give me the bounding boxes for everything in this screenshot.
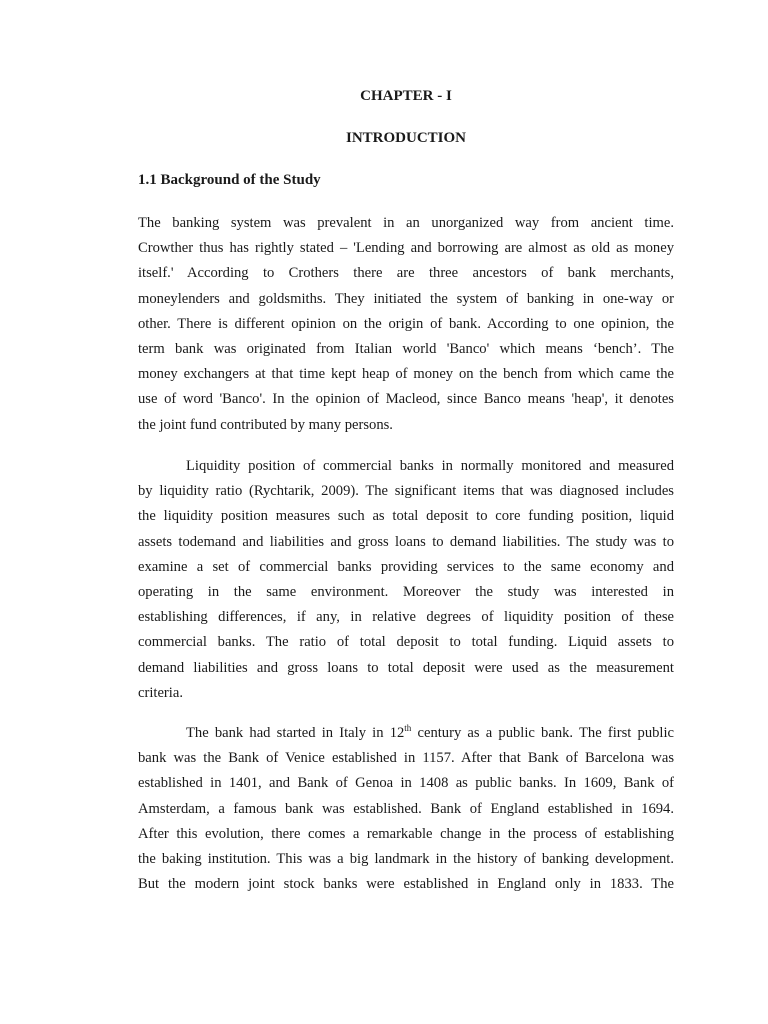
- paragraph-line: commercial banks. The ratio of total deposit to total funding. Liquid assets to: [138, 634, 674, 651]
- paragraph-line: other. There is different opinion on the origin of bank. According to one opinion, the: [138, 315, 674, 332]
- chapter-label: CHAPTER - I: [360, 88, 452, 104]
- paragraph-line: bank was the Bank of Venice established in 1157. After that Bank of Barcelona was: [138, 750, 674, 767]
- paragraph-line: But the modern joint stock banks were established in England only in 1833. The: [138, 876, 674, 893]
- paragraph-line: moneylenders and goldsmiths. They initiated the system of banking in one-way or: [138, 290, 674, 307]
- first-line-end: century as a public bank. The first public: [411, 725, 674, 741]
- paragraph-line: Crowther thus has rightly stated – 'Lending and borrowing are almost as old as money: [138, 240, 674, 257]
- chapter-title: INTRODUCTION: [345, 130, 466, 146]
- paragraph-line: by liquidity ratio (Rychtarik, 2009). The significant items that was diagnosed includes: [138, 483, 674, 500]
- paragraph-line: demand liabilities and gross loans to total deposit were used as the measurement: [138, 659, 674, 676]
- paragraph-line: Amsterdam, a famous bank was established. Bank of England established in 1694.: [138, 800, 674, 817]
- paragraph-line: establishing differences, if any, in relative degrees of liquidity position of these: [138, 609, 674, 626]
- paragraph-line: examine a set of commercial banks providing services to the same economy and: [138, 558, 674, 575]
- paragraph-line: established in 1401, and Bank of Genoa in 1408 as public banks. In 1609, Bank of: [138, 775, 674, 792]
- paragraph-line: term bank was originated from Italian world 'Banco' which means ‘bench’. The: [138, 340, 674, 357]
- paragraph-3: [138, 721, 674, 897]
- first-line-start: The bank had started in Italy in 12: [186, 725, 405, 741]
- paragraph-line: assets todemand and liabilities and gross loans to demand liabilities. The study was to: [138, 533, 674, 550]
- paragraph-1: [138, 211, 674, 438]
- paragraph-line: money exchangers at that time kept heap of money on the bench from which came the: [138, 366, 674, 383]
- paragraph-line: The banking system was prevalent in an unorganized way from ancient time.: [138, 215, 674, 231]
- paragraph-2: [138, 454, 674, 706]
- paragraph-line: Liquidity position of commercial banks in normally monitored and measured: [186, 458, 674, 474]
- paragraph-line: After this evolution, there comes a remarkable change in the process of establishing: [138, 825, 674, 842]
- paragraph-line: operating in the same environment. Moreover the study was interested in: [138, 583, 674, 600]
- paragraph-line: the liquidity position measures such as total deposit to core funding position, liquid: [138, 508, 674, 525]
- section-heading: 1.1 Background of the Study: [138, 172, 321, 188]
- paragraph-line: criteria.: [138, 684, 183, 701]
- paragraph-line: itself.' According to Crothers there are three ancestors of bank merchants,: [138, 265, 674, 282]
- ordinal-suffix: th: [404, 723, 412, 734]
- paragraph-line: the baking institution. This was a big landmark in the history of banking development.: [138, 850, 674, 867]
- paragraph-line: the joint fund contributed by many persons.: [138, 416, 393, 433]
- paragraph-line: use of word 'Banco'. In the opinion of Macleod, since Banco means 'heap', it denotes: [138, 391, 674, 408]
- paragraph-first-line: [138, 721, 674, 746]
